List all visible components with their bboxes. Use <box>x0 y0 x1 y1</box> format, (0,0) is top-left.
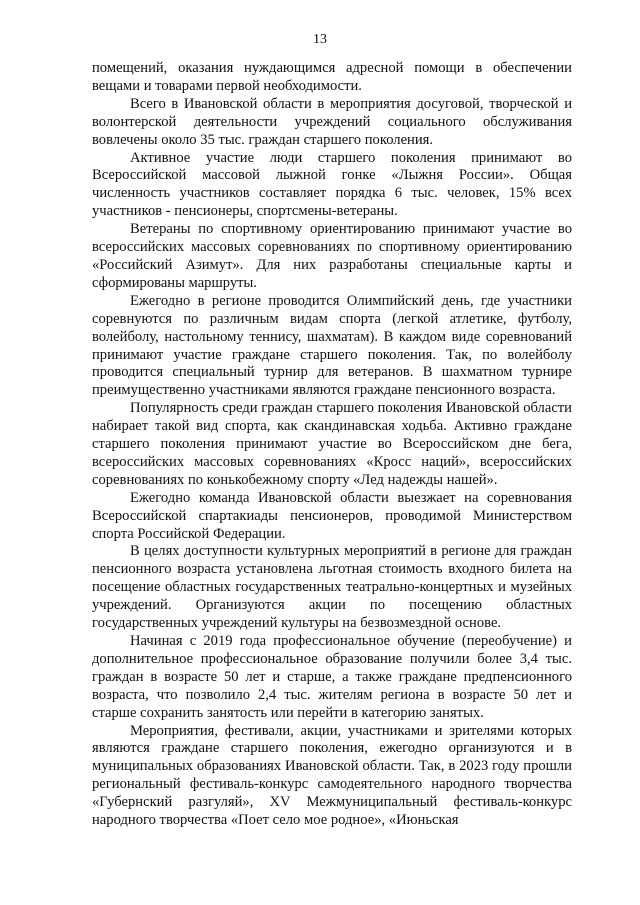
paragraph: Активное участие люди старшего поколения принимают во Всероссийской массовой лыжной гонке «Лыжня России». Общая численность участников составляет порядка 6 тыс. человек, 15% всех участников - пенсионеры, спортсмены-ветераны. <box>92 149 572 220</box>
paragraph: Ежегодно в регионе проводится Олимпийский день, где участники соревнуются по различным видам спорта (легкой атлетике, футболу, волейболу, настольному теннису, шахматам). В каждом виде соревнований принимают участие граждане старшего поколения. Так, по волейболу проводится специальный турнир для ветеранов. В шахматном турнире преимущественно участниками являются граждане пенсионного возраста. <box>92 292 572 399</box>
paragraph: помещений, оказания нуждающимся адресной помощи в обеспечении вещами и товарами первой необходимости. <box>92 60 572 94</box>
paragraph: Всего в Ивановской области в мероприятия досуговой, творческой и волонтерской деятельности учреждений социального обслуживания вовлечены около 35 тыс. граждан старшего поколения. <box>92 95 572 148</box>
paragraph: Ежегодно команда Ивановской области выезжает на соревнования Всероссийской спартакиады пенсионеров, проводимой Министерством спорта Российской Федерации. <box>92 489 572 542</box>
paragraph: Ветераны по спортивному ориентированию принимают участие во всероссийских массовых соревнованиях по спортивному ориентированию «Российский Азимут». Для них разработаны специальные карты и сформированы маршруты. <box>92 221 572 291</box>
paragraph: Популярность среди граждан старшего поколения Ивановской области набирает такой вид спорта, как скандинавская ходьба. Активно граждане старшего поколения принимают участие во Всероссийском дне бега, всероссийских массовых соревнованиях «Кросс наций», всероссийских соревнованиях по конькобежному спорту «Лед надежды нашей». <box>92 400 572 488</box>
paragraph: В целях доступности культурных мероприятий в регионе для граждан пенсионного возраста установлена льготная стоимость входного билета на посещение областных государственных театрально-концертных и музейных учреждений. Организуются акции по посещению областных государственных учреждений культуры на безвозмездной основе. <box>92 543 572 632</box>
paragraph: Начиная с 2019 года профессиональное обучение (переобучение) и дополнительное профессиональное образование получили более 3,4 тыс. граждан в возрасте 50 лет и старше, а также граждане предпенсионного возраста, что позволило 2,4 тыс. жителям региона в возрасте 50 лет и старше сохранить занятость или перейти в категорию занятых. <box>92 633 572 721</box>
document-body <box>92 60 572 830</box>
page-number: 13 <box>313 32 327 47</box>
paragraph: Мероприятия, фестивали, акции, участниками и зрителями которых являются граждане старшего поколения, ежегодно организуются и в муниципальных образованиях Ивановской области. Так, в 2023 году прошли региональный фестиваль-конкурс самодеятельного народного творчества «Губернский разгуляй», XV Межмуниципальный фестиваль-конкурс народного творчества «Поет село мое родное», «Июньская <box>92 722 572 829</box>
